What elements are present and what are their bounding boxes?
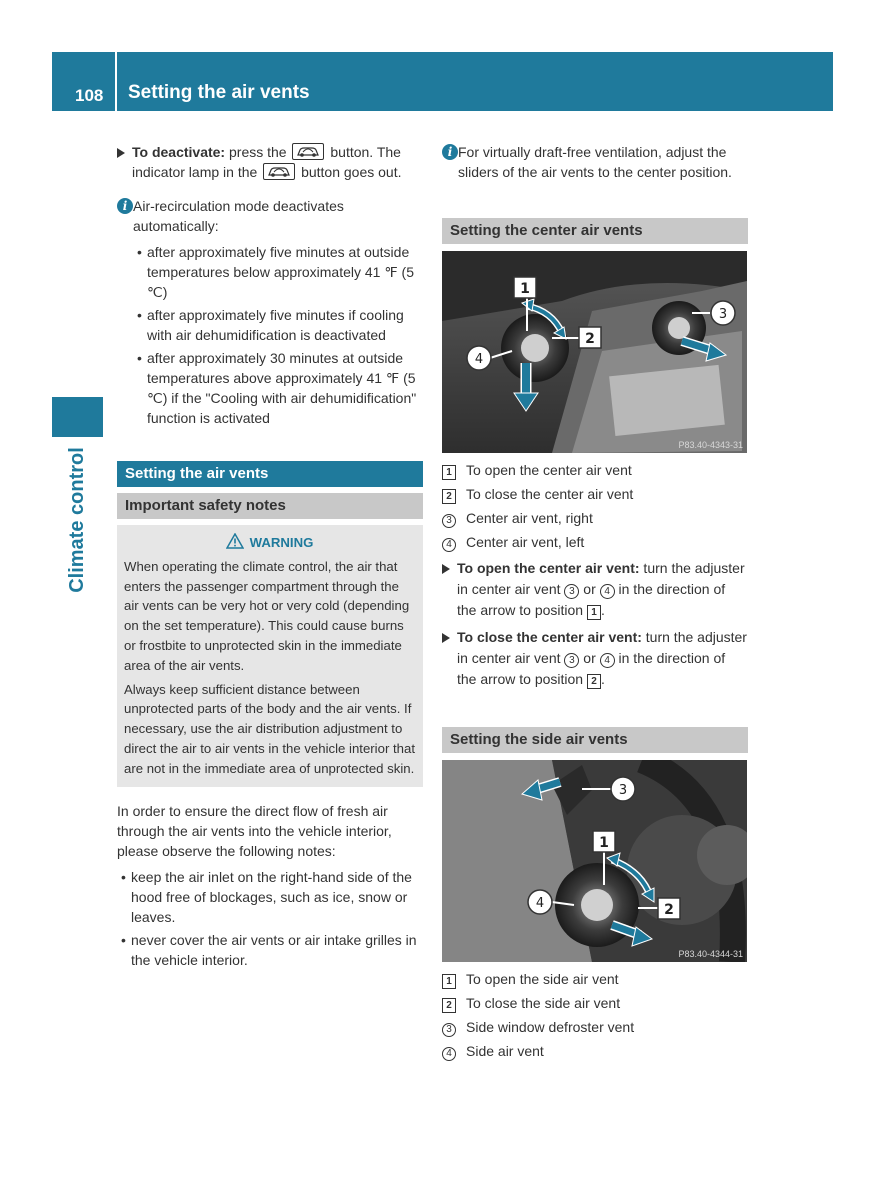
warning-box: [117, 525, 423, 787]
right-column: [442, 142, 748, 1065]
step-arrow-icon: [117, 148, 125, 158]
page-header: [52, 52, 833, 111]
side-vents-illustration: [442, 760, 747, 962]
section-title: Setting the air vents: [117, 461, 423, 487]
center-vents-title: Setting the center air vents: [442, 218, 748, 244]
warning-paragraph-1: When operating the climate control, the air that enters the passenger compartment through the air vents can be very hot or very cold (depending on the set temperature). This could cause burns or frostbite to unprotected skin in the immediate area of the air vents.: [124, 558, 410, 673]
recirculation-button-icon: [263, 163, 295, 180]
callout-1: 1: [599, 835, 609, 851]
side-tab-label: Climate control: [66, 447, 88, 593]
callout-1: 1: [520, 281, 530, 297]
step-arrow-icon: [442, 564, 450, 574]
list-item: • after approximately five minutes at outside temperatures below approximately 41 ℉ (5 ℃): [133, 242, 423, 302]
callout-4: 4: [474, 352, 484, 367]
list-item: • after approximately 30 minutes at outside temperatures above approximately 41 ℉ (5 ℃) if the "Cooling with air dehumidification" function is activated: [133, 348, 423, 428]
legend-item: 4 Side air vent: [442, 1041, 748, 1061]
center-vents-legend: [442, 460, 748, 552]
legend-item: 1 To open the side air vent: [442, 969, 748, 989]
legend-item: 4 Center air vent, left: [442, 532, 748, 552]
info-recirculation: i Air-recirculation mode deactivates automatically: • after approximately five minutes at outside temperatures below approximately 41 ℉ (5 ℃) • after approximately five minutes if cooling with air dehumidification is deactivated • after approximately 30 minutes at outside temperatures above approximately 41 ℉ (5 ℃) if the "Cooling with air dehumidification" function is activated: [117, 196, 423, 428]
callout-2: 2: [585, 331, 595, 347]
page-title: Setting the air vents: [128, 82, 310, 103]
side-tab-marker: [52, 397, 103, 437]
side-vents-title: Setting the side air vents: [442, 727, 748, 753]
subsection-title: Important safety notes: [117, 493, 423, 519]
open-center-step: To open the center air vent: turn the adjuster in center air vent 3 or 4 in the direction of the arrow to position 1 .: [442, 558, 748, 621]
side-vents-legend: [442, 969, 748, 1061]
center-vents-illustration: [442, 251, 747, 453]
figure-code: P83.40-4344-31: [678, 949, 743, 959]
deactivate-step: To deactivate: press the button. The indicator lamp in the button goes out.: [117, 142, 423, 182]
deactivate-label: To deactivate:: [132, 144, 226, 160]
warning-triangle-icon: [226, 533, 244, 549]
info-icon: i: [442, 144, 458, 160]
step-arrow-icon: [442, 633, 450, 643]
callout-4: 4: [535, 896, 545, 911]
page-number: 108: [52, 52, 117, 111]
callout-2: 2: [664, 902, 674, 918]
list-item: • after approximately five minutes if cooling with air dehumidification is deactivated: [133, 305, 423, 345]
warning-paragraph-2: Always keep sufficient distance between unprotected parts of the body and the air vents. If necessary, use the air distribution adjustment to direct the air to air vents in the vehicle interior that are not in the immediate area of unprotected skin.: [124, 681, 416, 776]
warning-heading: WARNING: [124, 533, 415, 553]
close-center-step: To close the center air vent: turn the adjuster in center air vent 3 or 4 in the direction of the arrow to position 2 .: [442, 627, 748, 690]
legend-item: 3 Center air vent, right: [442, 508, 748, 528]
figure-code: P83.40-4343-31: [678, 440, 743, 450]
recirculation-bullets: [133, 242, 423, 428]
legend-item: 2 To close the center air vent: [442, 484, 748, 504]
info-draft-free: i For virtually draft-free ventilation, adjust the sliders of the air vents to the center position.: [442, 142, 748, 182]
legend-item: 2 To close the side air vent: [442, 993, 748, 1013]
list-item: • keep the air inlet on the right-hand side of the hood free of blockages, such as ice, snow or leaves.: [117, 867, 423, 927]
info-icon: i: [117, 198, 133, 214]
legend-item: 1 To open the center air vent: [442, 460, 748, 480]
recirculation-button-icon: [292, 143, 324, 160]
side-vents-figure: [442, 760, 747, 962]
left-column: [117, 142, 423, 973]
fresh-air-intro: In order to ensure the direct flow of fresh air through the air vents into the vehicle interior, please observe the following notes:: [117, 802, 392, 859]
fresh-air-notes: [117, 867, 423, 970]
callout-3: 3: [618, 783, 628, 798]
center-vents-figure: [442, 251, 747, 453]
list-item: • never cover the air vents or air intake grilles in the vehicle interior.: [117, 930, 423, 970]
callout-3: 3: [718, 307, 728, 322]
legend-item: 3 Side window defroster vent: [442, 1017, 748, 1037]
